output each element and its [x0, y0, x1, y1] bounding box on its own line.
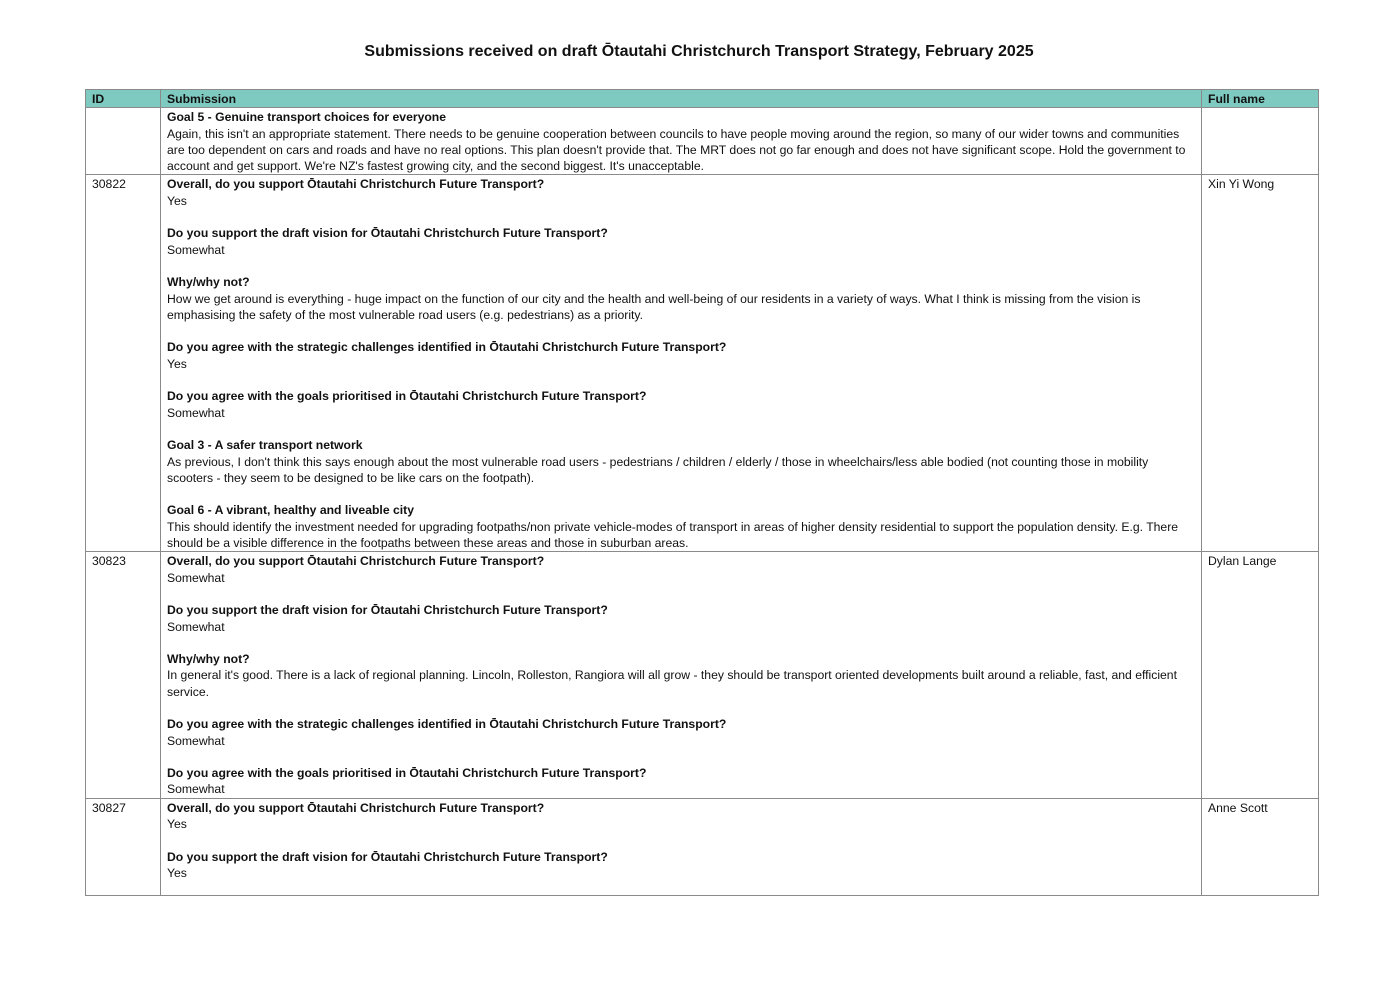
submission-id: 30822: [86, 175, 161, 552]
column-header-id: ID: [86, 90, 161, 108]
submissions-table: [85, 89, 1319, 896]
question-answer: [167, 800, 1195, 833]
question-answer: [167, 716, 1195, 749]
question-answer: [167, 849, 1195, 882]
answer: Somewhat: [167, 405, 225, 420]
submission-id: [86, 108, 161, 175]
question: Do you agree with the strategic challenges identified in Ōtautahi Christchurch Future Transport?: [167, 340, 727, 355]
question: Do you agree with the goals prioritised in Ōtautahi Christchurch Future Transport?: [167, 766, 647, 781]
answer: This should identify the investment needed for upgrading footpaths/non private vehicle-modes of transport in areas of higher density residential to support the population density. E.g. There should be a visible difference in the footpaths between these areas and those in suburban areas.: [167, 519, 1179, 551]
answer: Somewhat: [167, 782, 225, 797]
question: Goal 6 - A vibrant, healthy and liveable city: [167, 503, 414, 518]
question-answer: [167, 225, 1195, 258]
question: Why/why not?: [167, 652, 250, 667]
question: Overall, do you support Ōtautahi Christchurch Future Transport?: [167, 177, 545, 192]
question-answer: [167, 437, 1195, 486]
column-header-full-name: Full name: [1202, 90, 1319, 108]
answer: Somewhat: [167, 570, 225, 585]
question: Do you support the draft vision for Ōtautahi Christchurch Future Transport?: [167, 849, 608, 864]
answer: Somewhat: [167, 619, 225, 634]
answer: Yes: [167, 193, 187, 208]
answer: Yes: [167, 817, 187, 832]
table-header-row: [86, 90, 1319, 108]
question-answer: [167, 651, 1195, 700]
full-name: Anne Scott: [1202, 798, 1319, 895]
question: Do you agree with the goals prioritised in Ōtautahi Christchurch Future Transport?: [167, 389, 647, 404]
answer: Yes: [167, 865, 187, 880]
table-row: [86, 175, 1319, 552]
question: Do you support the draft vision for Ōtautahi Christchurch Future Transport?: [167, 226, 608, 241]
submission-text: [161, 798, 1202, 895]
full-name: Xin Yi Wong: [1202, 175, 1319, 552]
answer: Yes: [167, 356, 187, 371]
full-name: [1202, 108, 1319, 175]
table-row: [86, 552, 1319, 798]
answer: Again, this isn't an appropriate statement. There needs to be genuine cooperation between councils to have people moving around the region, so many of our wider towns and communities are too dependent on cars and roads and have no real options. This plan doesn't provide that. The MRT does not go far enough and does not have significant scope. Hold the government to account and get support. We're NZ's fastest growing city, and the second biggest. It's unacceptable.: [167, 126, 1186, 174]
submission-id: 30827: [86, 798, 161, 895]
answer: Somewhat: [167, 733, 225, 748]
question-answer: [167, 274, 1195, 323]
question-answer: [167, 765, 1195, 798]
question: Do you support the draft vision for Ōtautahi Christchurch Future Transport?: [167, 603, 608, 618]
answer: In general it's good. There is a lack of regional planning. Lincoln, Rolleston, Rangiora will all grow - they should be transport oriented developments built around a reliable, fast, and efficient service.: [167, 668, 1177, 699]
question-answer: [167, 602, 1195, 635]
question-answer: [167, 553, 1195, 586]
question: Do you agree with the strategic challenges identified in Ōtautahi Christchurch Future Transport?: [167, 717, 727, 732]
submission-id: 30823: [86, 552, 161, 798]
question-answer: [167, 388, 1195, 421]
answer: How we get around is everything - huge impact on the function of our city and the health and well-being of our residents in a variety of ways. What I think is missing from the vision is emphasising the safety of the most vulnerable road users (e.g. pedestrians) as a priority.: [167, 291, 1141, 322]
submission-text: [161, 552, 1202, 798]
column-header-submission: Submission: [161, 90, 1202, 108]
question-answer: [167, 109, 1195, 174]
submission-text: [161, 175, 1202, 552]
question: Why/why not?: [167, 275, 250, 290]
question-answer: [167, 339, 1195, 372]
table-row: [86, 798, 1319, 895]
question: Goal 5 - Genuine transport choices for everyone: [167, 110, 447, 125]
question-answer: [167, 176, 1195, 209]
answer: Somewhat: [167, 242, 225, 257]
question-answer: [167, 502, 1195, 551]
question: Goal 3 - A safer transport network: [167, 438, 363, 453]
page-title: Submissions received on draft Ōtautahi Christchurch Transport Strategy, February 2025: [364, 43, 1034, 60]
question: Overall, do you support Ōtautahi Christchurch Future Transport?: [167, 554, 545, 569]
table-row: [86, 108, 1319, 175]
question: Overall, do you support Ōtautahi Christchurch Future Transport?: [167, 800, 545, 815]
submission-text: [161, 108, 1202, 175]
full-name: Dylan Lange: [1202, 552, 1319, 798]
answer: As previous, I don't think this says enough about the most vulnerable road users - pedestrians / children / elderly / those in wheelchairs/less able bodied (not counting those in mobility scooters - they seem to be designed to be like cars on the footpath).: [167, 454, 1149, 485]
